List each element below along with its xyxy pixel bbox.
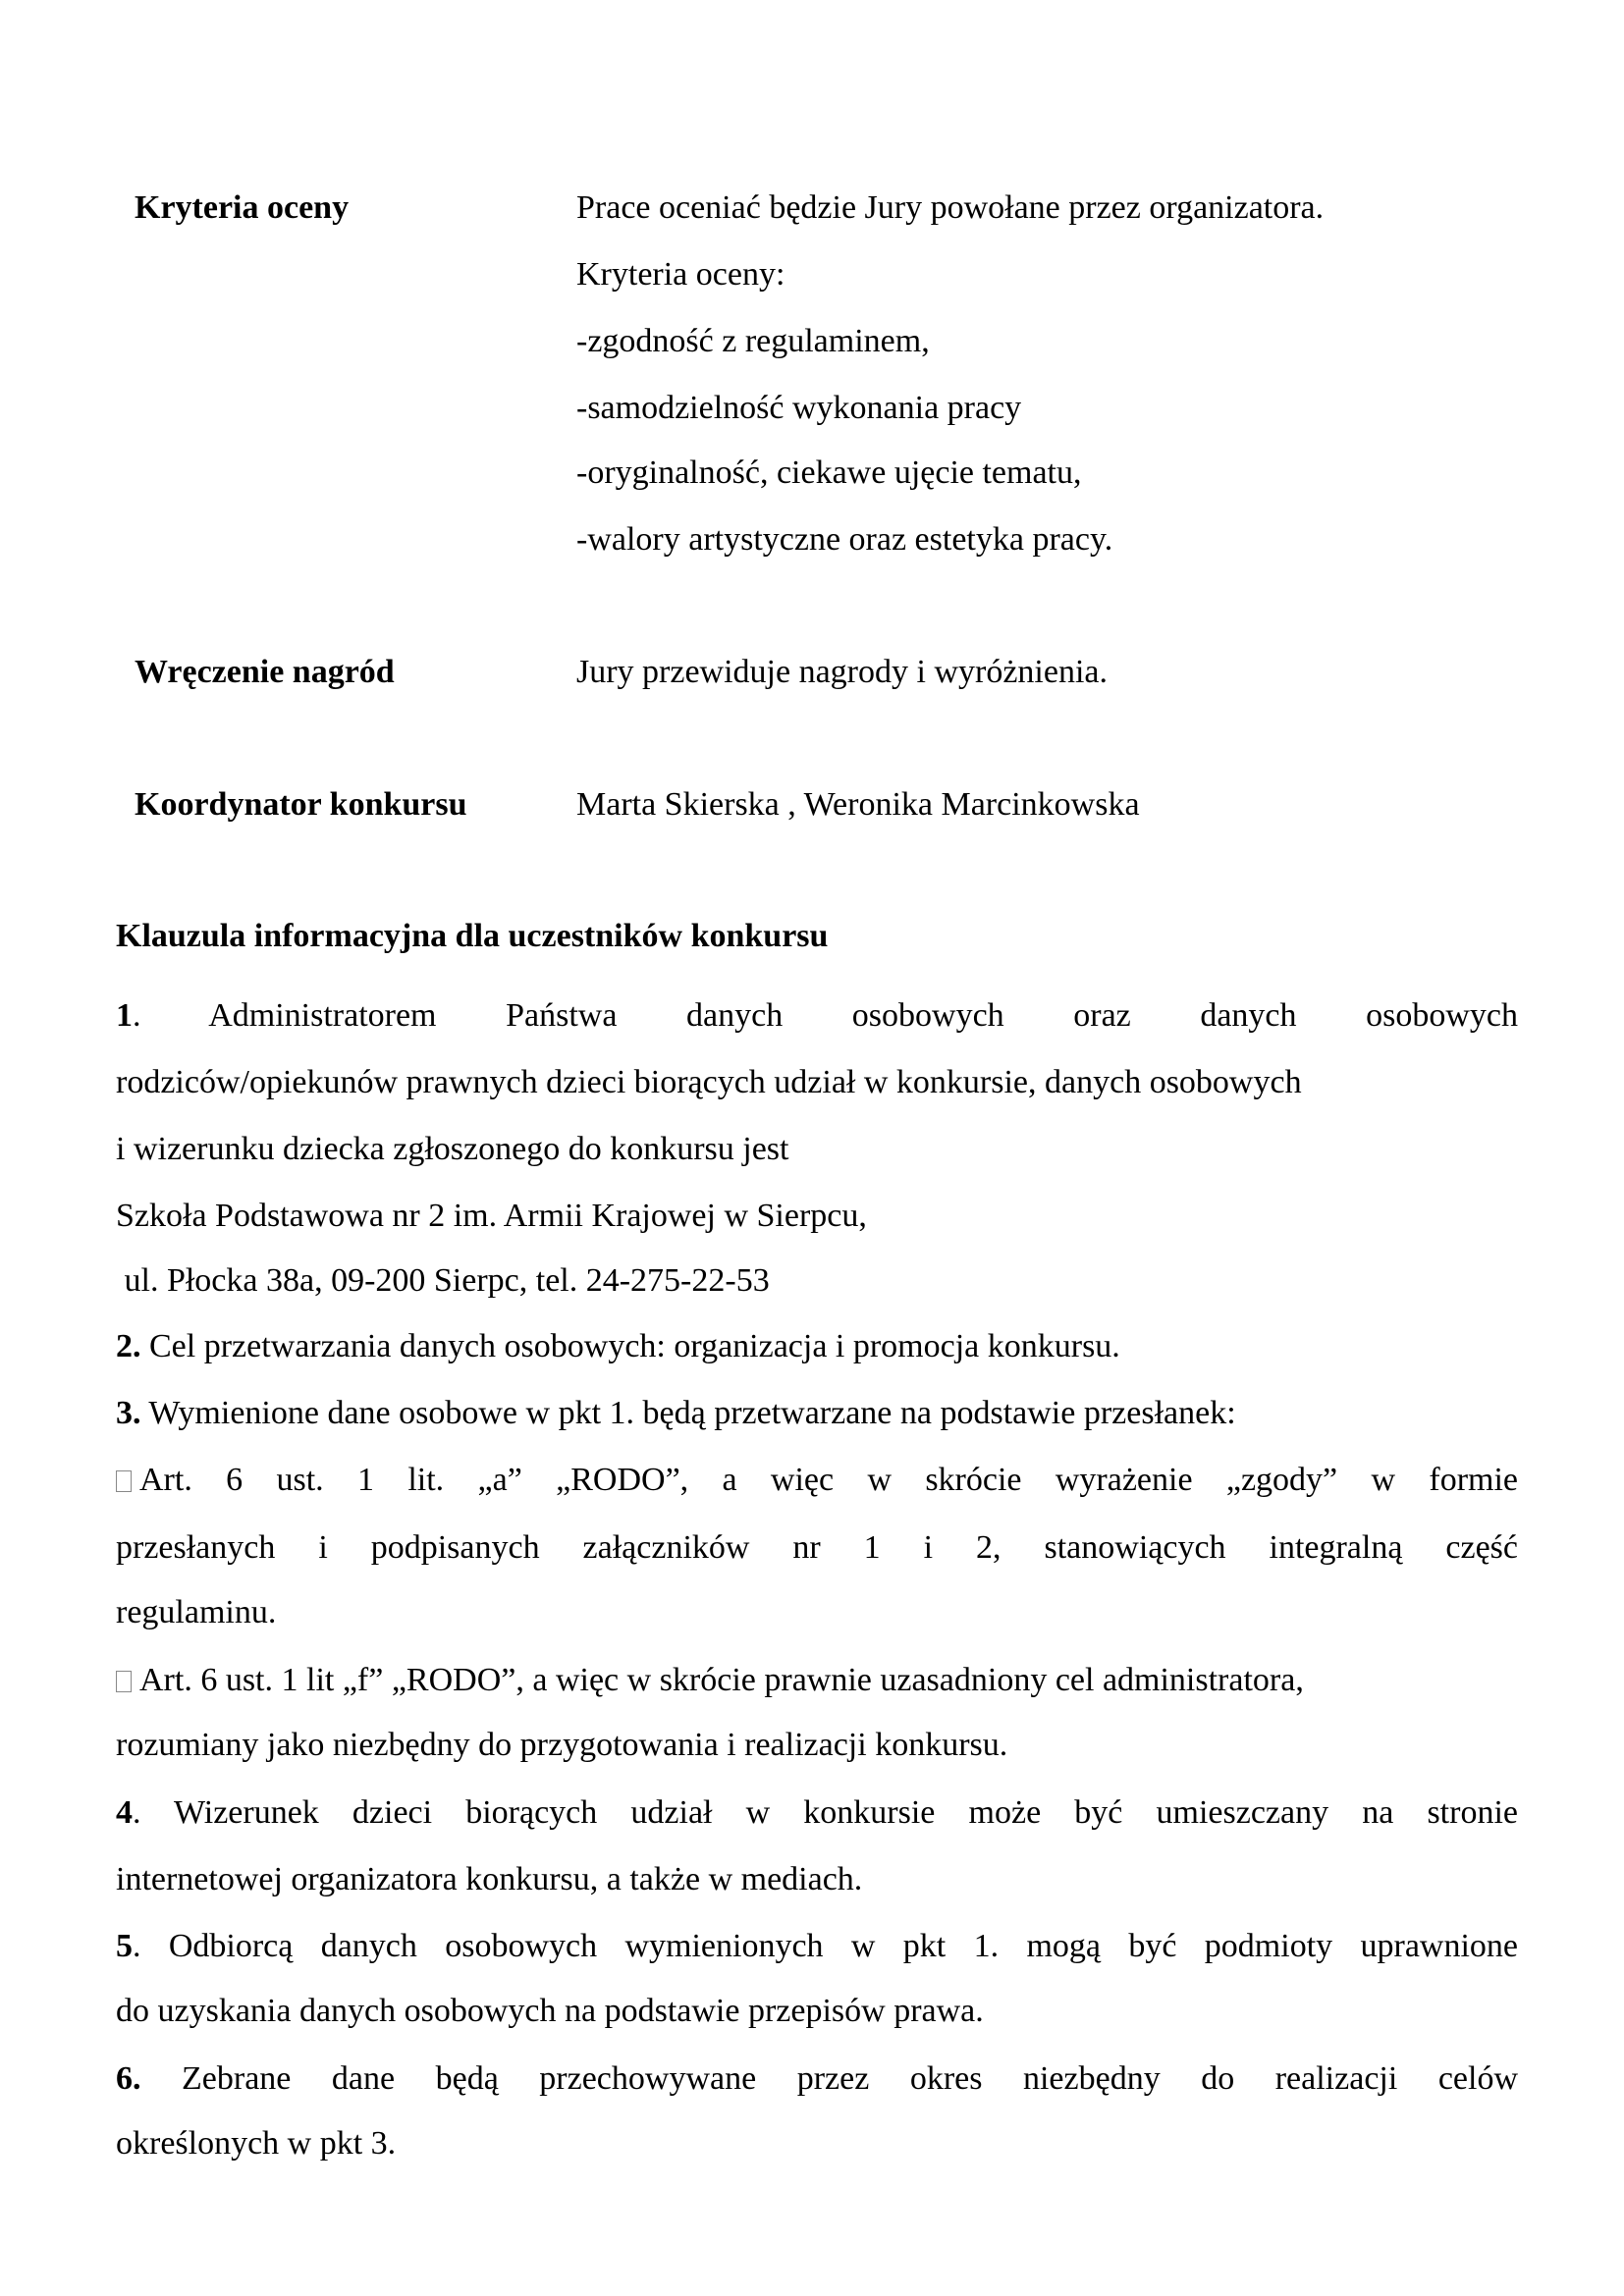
bullet-a-line3: regulaminu. — [116, 1594, 277, 1630]
criteria-line: -zgodność z regulaminem, — [576, 323, 930, 359]
coordinator-label: Koordynator konkursu — [135, 786, 467, 823]
item-number: 2. — [116, 1328, 141, 1364]
clause-p1-line5: ul. Płocka 38a, 09-200 Sierpc, tel. 24-275-22-53 — [116, 1262, 770, 1299]
criteria-line: Prace oceniać będzie Jury powołane przez organizatora. — [576, 189, 1325, 226]
bullet-a-line1 — [116, 1461, 1518, 1500]
clause-p1-line1 — [116, 996, 1518, 1036]
criteria-line: Kryteria oceny: — [576, 256, 785, 293]
bullet-f-line2: rozumiany jako niezbędny do przygotowania i realizacji konkursu. — [116, 1727, 1008, 1763]
clause-p2 — [116, 1327, 1518, 1366]
item-number: 1 — [116, 997, 133, 1034]
clause-p1-line3: i wizerunku dziecka zgłoszonego do konkursu jest — [116, 1131, 789, 1167]
clause-p6-line2: określonych w pkt 3. — [116, 2125, 397, 2162]
clause-p6-line1 — [116, 2059, 1518, 2099]
awards-value: Jury przewiduje nagrody i wyróżnienia. — [576, 654, 1108, 690]
criteria-line: -samodzielność wykonania pracy — [576, 390, 1022, 426]
item-number: 6. — [116, 2060, 141, 2097]
checkbox-square-icon — [116, 1671, 132, 1692]
bullet-a-line2: przesłanych i podpisanych załączników nr 1 i 2, stanowiących integralną część — [116, 1529, 1518, 1566]
criteria-line: -oryginalność, ciekawe ujęcie tematu, — [576, 454, 1082, 491]
criteria-label: Kryteria oceny — [135, 189, 350, 226]
clause-p1-line4: Szkoła Podstawowa nr 2 im. Armii Krajowej w Sierpcu, — [116, 1198, 867, 1234]
criteria-line: -walory artystyczne oraz estetyka pracy. — [576, 521, 1113, 558]
bullet-f-line1 — [116, 1661, 1518, 1700]
clause-p1-line2: rodziców/opiekunów prawnych dzieci biorących udział w konkursie, danych osobowych — [116, 1064, 1302, 1100]
item-text: . Wizerunek dzieci biorących udział w konkursie może być umieszczany na stronie — [133, 1794, 1518, 1831]
clause-title: Klauzula informacyjna dla uczestników konkursu — [116, 918, 829, 954]
bullet-text: Art. 6 ust. 1 lit. „a” „RODO”, a więc w skrócie wyrażenie „zgody” w formie — [139, 1462, 1518, 1498]
bullet-text: Art. 6 ust. 1 lit „f” „RODO”, a więc w skrócie prawnie uzasadniony cel administratora, — [139, 1662, 1304, 1698]
clause-p5-line2: do uzyskania danych osobowych na podstawie przepisów prawa. — [116, 1993, 984, 2029]
item-text: . Odbiorcą danych osobowych wymienionych w pkt 1. mogą być podmioty uprawnione — [133, 1928, 1518, 1964]
clause-p3 — [116, 1394, 1518, 1433]
clause-p4-line1 — [116, 1793, 1518, 1833]
checkbox-square-icon — [116, 1470, 132, 1492]
item-text: Zebrane dane będą przechowywane przez okres niezbędny do realizacji celów — [140, 2060, 1518, 2097]
awards-label: Wręczenie nagród — [135, 654, 395, 690]
item-number: 4 — [116, 1794, 133, 1831]
item-text: Cel przetwarzania danych osobowych: organizacja i promocja konkursu. — [140, 1328, 1120, 1364]
item-text: . Administratorem Państwa danych osobowych oraz danych osobowych — [133, 997, 1518, 1034]
item-text: Wymienione dane osobowe w pkt 1. będą przetwarzane na podstawie przesłanek: — [140, 1395, 1236, 1431]
coordinator-value: Marta Skierska , Weronika Marcinkowska — [576, 786, 1140, 823]
item-number: 5 — [116, 1928, 133, 1964]
item-number: 3. — [116, 1395, 141, 1431]
clause-p4-line2: internetowej organizatora konkursu, a także w mediach. — [116, 1861, 863, 1897]
clause-p5-line1 — [116, 1927, 1518, 1966]
